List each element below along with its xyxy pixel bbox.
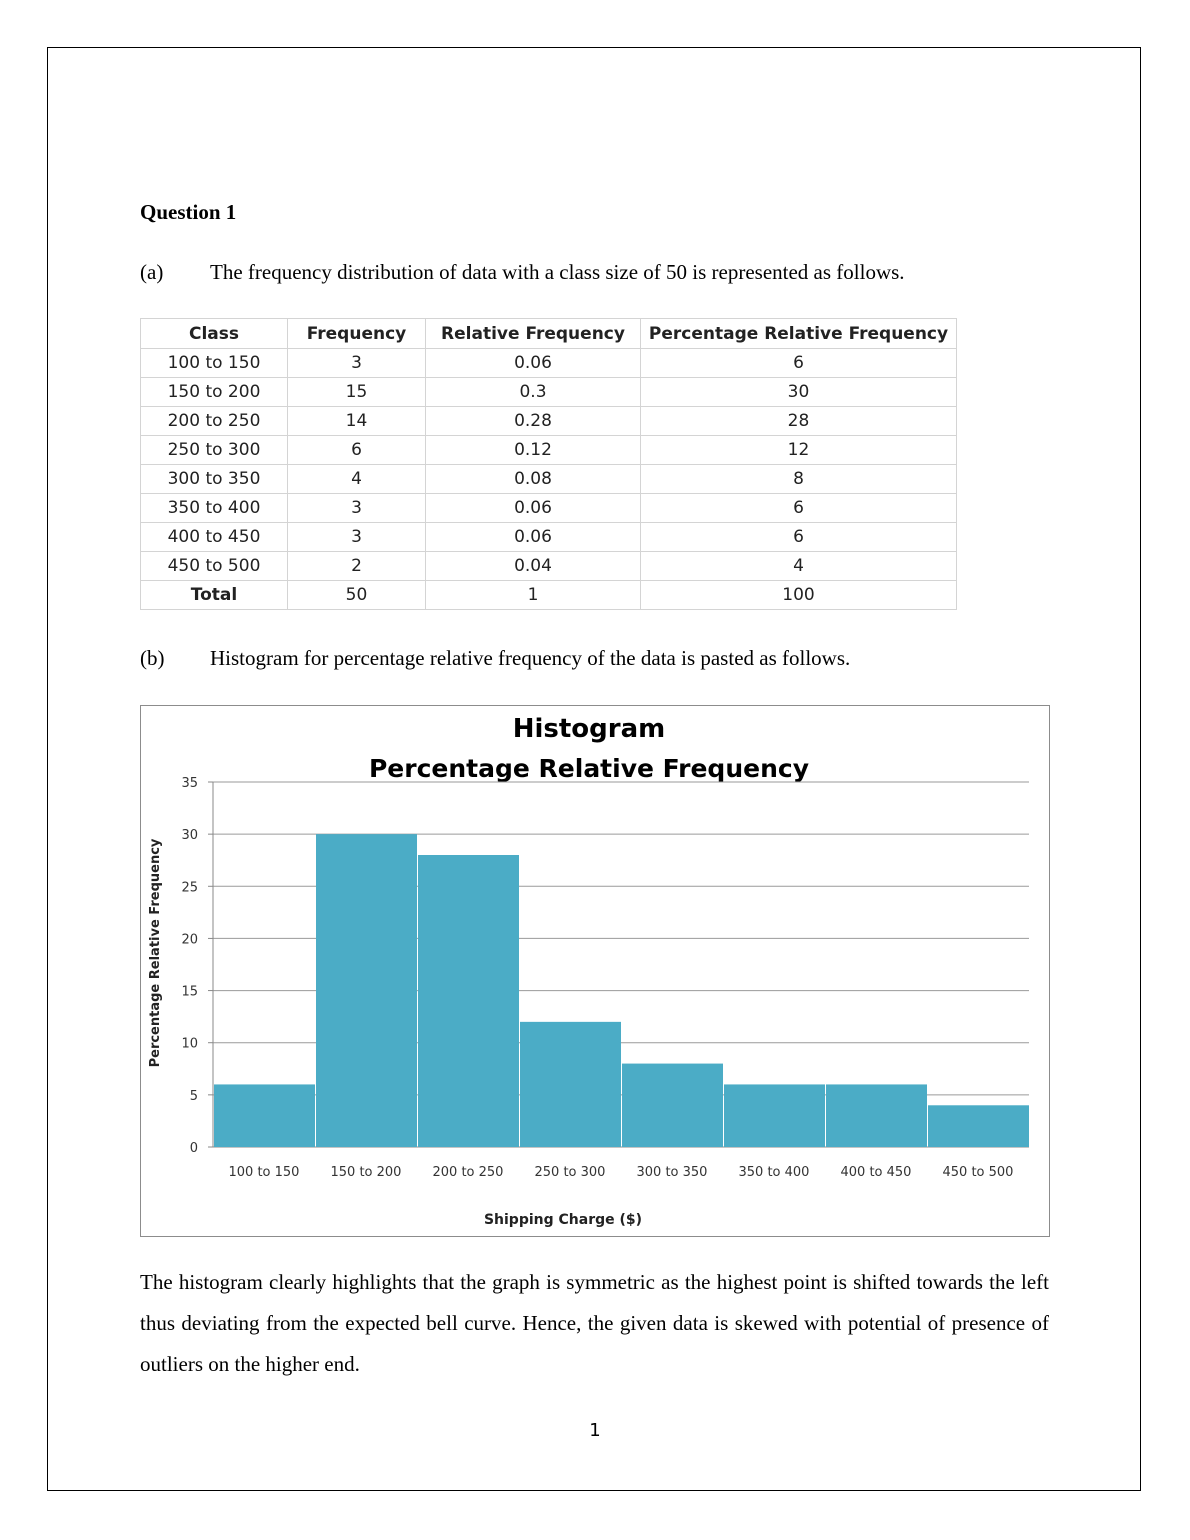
table-row [141, 349, 957, 378]
table-total-row [141, 581, 957, 610]
part-b-line [140, 646, 850, 671]
table-cell: 0.06 [426, 523, 641, 552]
x-tick-label: 350 to 400 [738, 1165, 810, 1180]
table-cell: 2 [288, 552, 426, 581]
table-cell: 50 [288, 581, 426, 610]
part-a-text: The frequency distribution of data with a class size of 50 is represented as follows. [210, 260, 905, 284]
x-tick-label: 200 to 250 [432, 1165, 504, 1180]
table-cell: 0.3 [426, 378, 641, 407]
y-tick-label: 5 [189, 1088, 198, 1104]
histogram-bar [520, 1022, 621, 1147]
y-tick-label: 15 [181, 984, 198, 1000]
histogram-bar [724, 1084, 825, 1147]
header-relative-frequency: Relative Frequency [426, 319, 641, 349]
chart-subtitle: Percentage Relative Frequency [368, 754, 810, 783]
part-b-text: Histogram for percentage relative frequency of the data is pasted as follows. [210, 646, 851, 670]
y-tick-label: 35 [181, 776, 198, 791]
table-cell: 1 [426, 581, 641, 610]
histogram-bar [826, 1084, 927, 1147]
table-row [141, 378, 957, 407]
table-row [141, 407, 957, 436]
part-a-marker: (a) [140, 260, 164, 284]
histogram-bar [316, 834, 417, 1147]
table-cell: 300 to 350 [141, 465, 288, 494]
table-cell: 3 [288, 523, 426, 552]
x-tick-label: 400 to 450 [840, 1165, 912, 1180]
table-cell: 450 to 500 [141, 552, 288, 581]
table-cell: 3 [288, 494, 426, 523]
table-row [141, 523, 957, 552]
table-cell: 400 to 450 [141, 523, 288, 552]
y-tick-label: 30 [181, 828, 198, 844]
table-cell: 4 [641, 552, 957, 581]
table-cell: 0.04 [426, 552, 641, 581]
table-row [141, 552, 957, 581]
part-b-marker: (b) [140, 646, 165, 670]
table-cell: 6 [641, 349, 957, 378]
table-cell: 30 [641, 378, 957, 407]
x-tick-label: 100 to 150 [228, 1165, 300, 1180]
x-axis-label: Shipping Charge ($) [483, 1212, 643, 1228]
table-cell: 200 to 250 [141, 407, 288, 436]
histogram-bar [622, 1064, 723, 1147]
page-number: 1 [589, 1420, 601, 1441]
table-cell: 0.06 [426, 349, 641, 378]
table-cell: 28 [641, 407, 957, 436]
histogram-bar [214, 1084, 315, 1147]
conclusion-paragraph: The histogram clearly highlights that the graph is symmetric as the highest point is shifted towards the left thus deviating from the expected bell curve. Hence, the given data is skewed with potential of presence of outliers on the higher end. [140, 1270, 1049, 1376]
chart-title: Histogram [512, 714, 666, 744]
histogram-bar [418, 855, 519, 1147]
table-cell: 150 to 200 [141, 378, 288, 407]
table-cell: 0.28 [426, 407, 641, 436]
table-cell: 100 [641, 581, 957, 610]
y-tick-label: 0 [189, 1141, 198, 1156]
table-row [141, 436, 957, 465]
header-class: Class [141, 319, 288, 349]
table-cell: 4 [288, 465, 426, 494]
histogram-bar [928, 1105, 1029, 1147]
table-row [141, 465, 957, 494]
table-cell: 12 [641, 436, 957, 465]
x-tick-label: 150 to 200 [330, 1165, 402, 1180]
table-header-row [141, 319, 957, 349]
table-cell: 6 [641, 494, 957, 523]
y-tick-label: 25 [181, 880, 198, 896]
table-cell: 14 [288, 407, 426, 436]
table-cell: 0.12 [426, 436, 641, 465]
table-cell: 350 to 400 [141, 494, 288, 523]
table-cell: 0.06 [426, 494, 641, 523]
x-tick-label: 250 to 300 [534, 1165, 606, 1180]
table-cell: 3 [288, 349, 426, 378]
y-axis-label: Percentage Relative Frequency [148, 838, 163, 1068]
table-cell: 15 [288, 378, 426, 407]
x-tick-label: 300 to 350 [636, 1165, 708, 1180]
header-percentage-relative-frequency: Percentage Relative Frequency [641, 319, 957, 349]
table-row [141, 494, 957, 523]
histogram-svg [141, 706, 1049, 1236]
y-tick-label: 10 [181, 1036, 198, 1052]
table-cell: 250 to 300 [141, 436, 288, 465]
header-frequency: Frequency [288, 319, 426, 349]
table-cell: Total [141, 581, 288, 610]
table-cell: 0.08 [426, 465, 641, 494]
table-cell: 6 [288, 436, 426, 465]
histogram-chart [140, 705, 1050, 1237]
part-a-line [140, 260, 905, 285]
table-cell: 8 [641, 465, 957, 494]
frequency-table [140, 318, 957, 610]
question-heading: Question 1 [140, 200, 237, 224]
table-cell: 100 to 150 [141, 349, 288, 378]
x-tick-label: 450 to 500 [942, 1165, 1014, 1180]
table-cell: 6 [641, 523, 957, 552]
y-tick-label: 20 [181, 932, 198, 948]
